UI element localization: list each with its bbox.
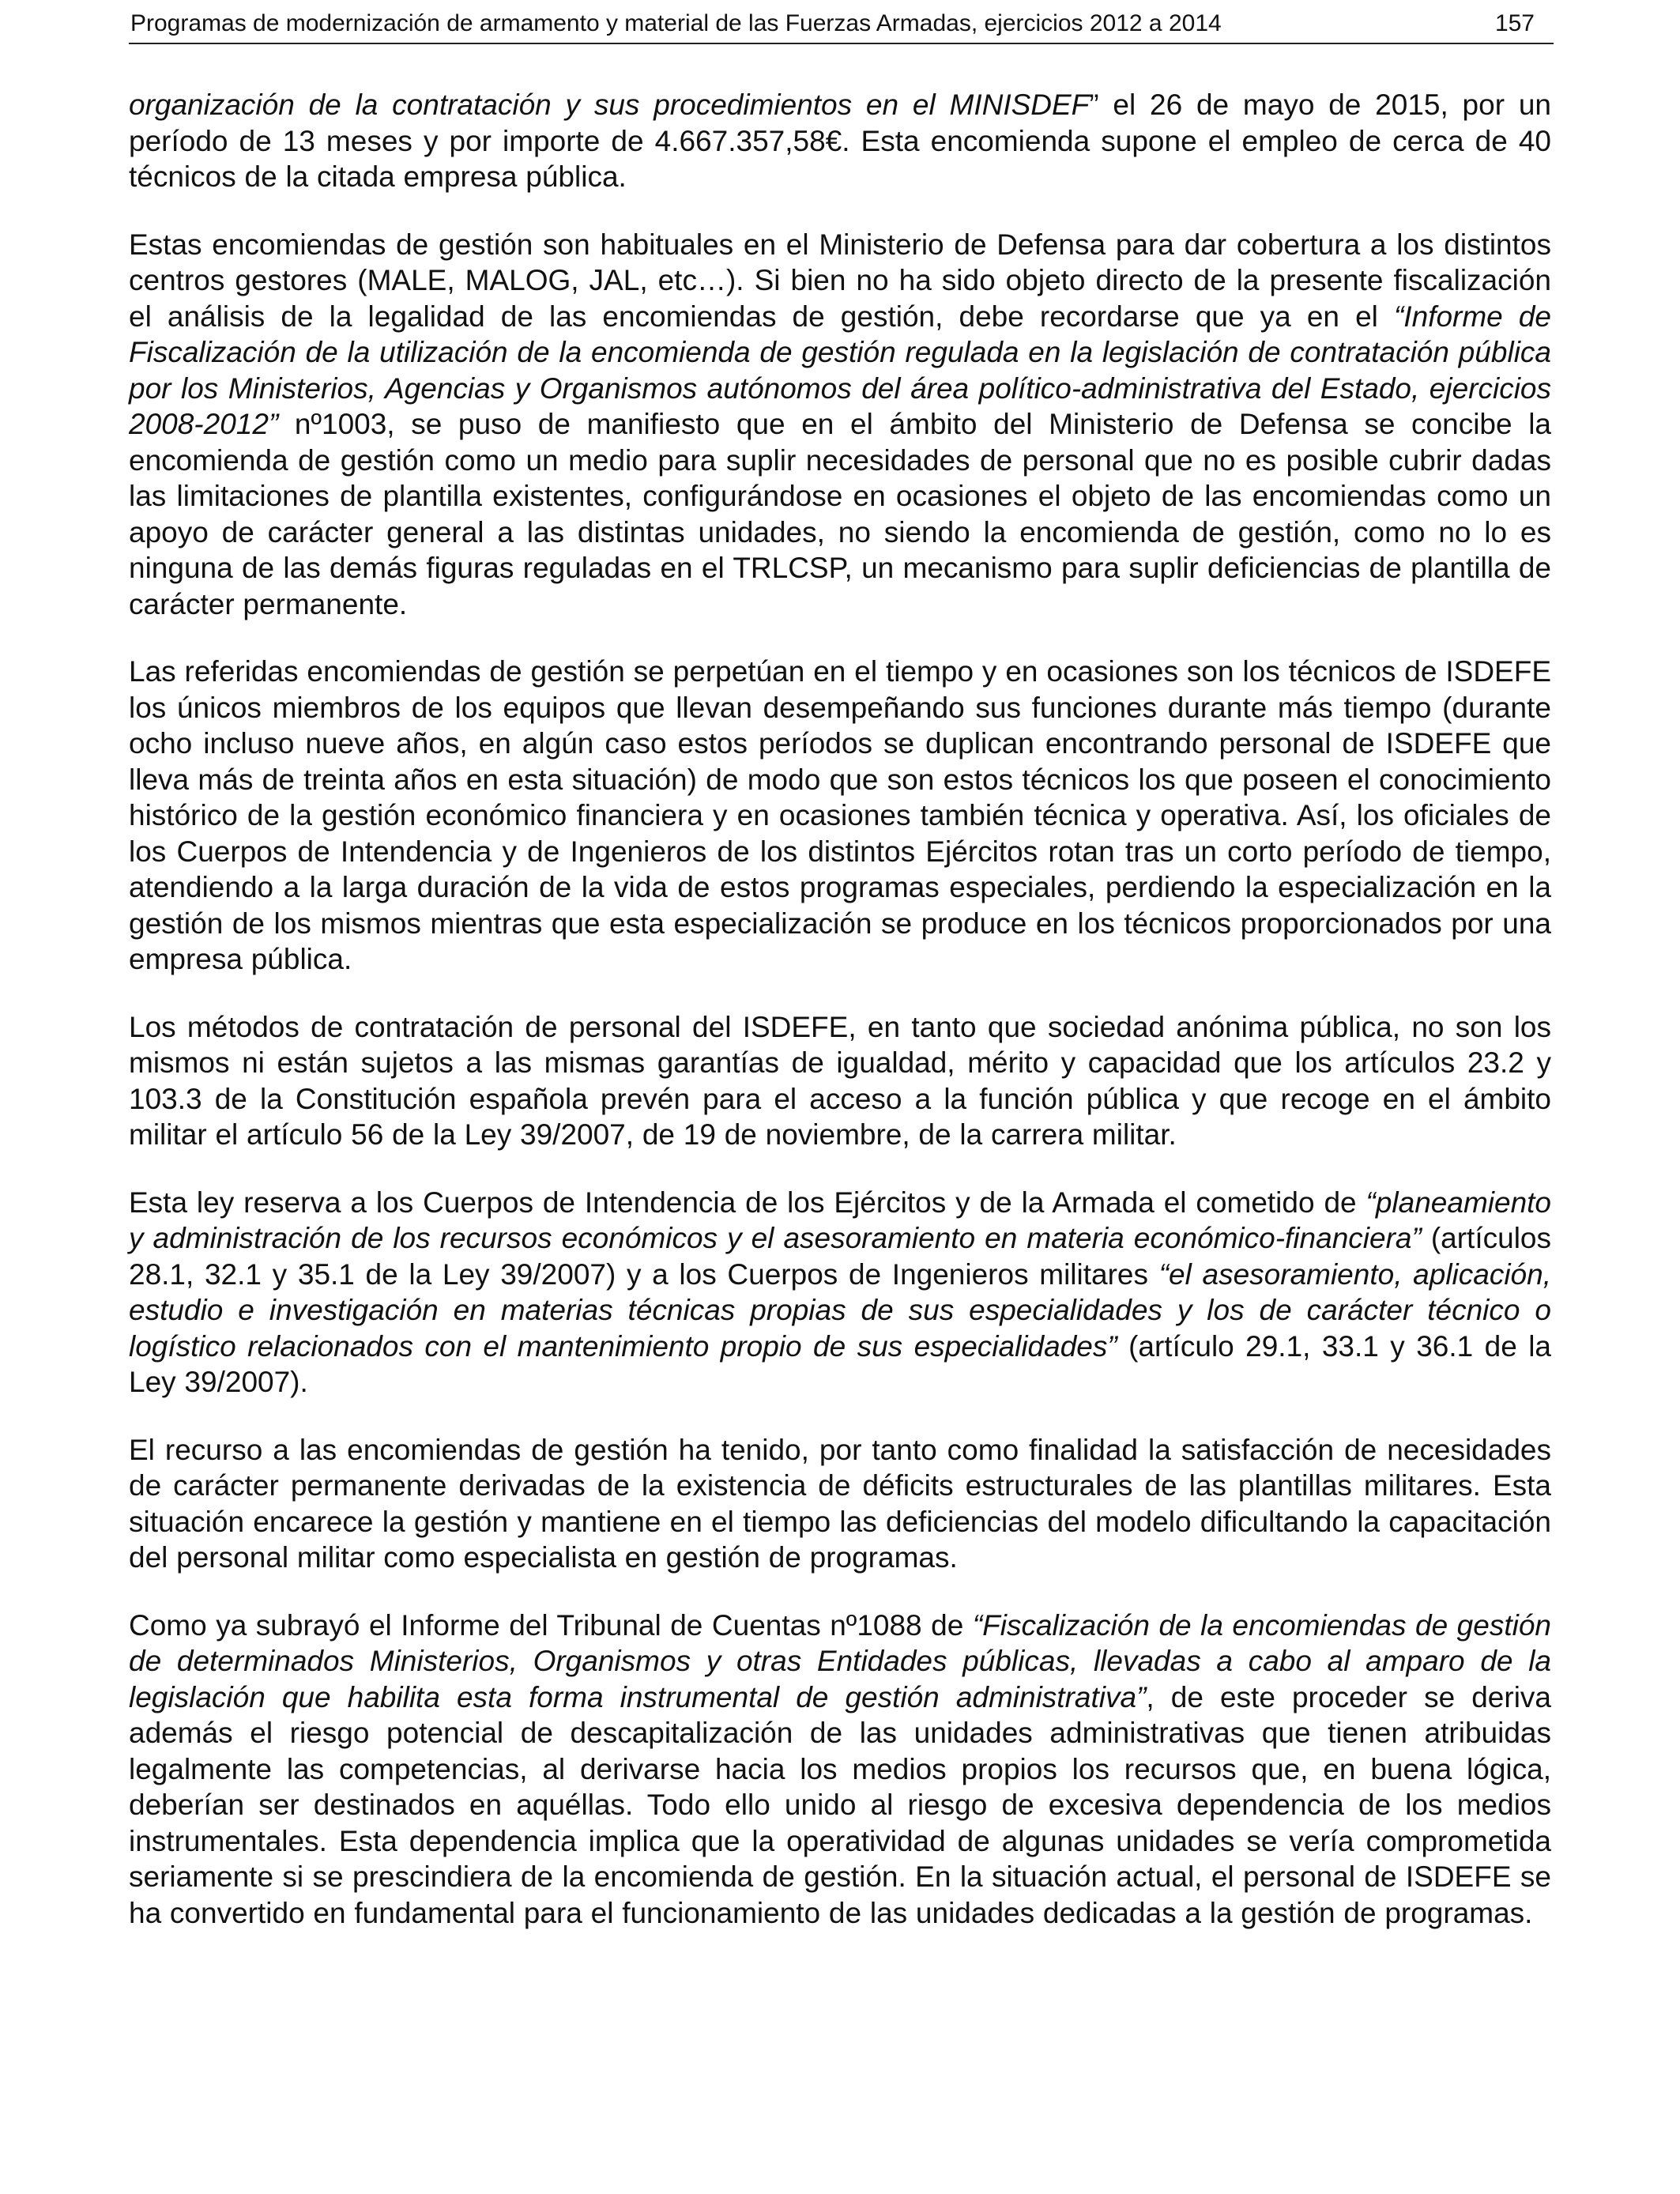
paragraph-text: , de este proceder se deriva además el riesgo potencial de descapitalización de las unidades administrativas que tienen atribuidas legalmente las competencias, al derivarse hacia los medios propios los recursos que, en buena lógica, deberían ser destinados en aquéllas. Todo ello unido al riesgo de excesiva dependencia de los medios instrumentales. Esta dependencia implica que la operatividad de algunas unidades se vería comprometida seriamente si se prescindiera de la encomienda de gestión. En la situación actual, el personal de ISDEFE se ha convertido en fundamental para el funcionamiento de las unidades dedicadas a la gestión de programas.: [129, 1680, 1551, 1929]
paragraph-text: (artículo 29.1, 33.1 y 36.1 de la Ley 39/2007).: [129, 1329, 1551, 1398]
italic-quote: “el asesoramiento, aplicación, estudio e investigación en materias técnicas propias de sus especialidades y los de carácter técnico o logístico relacionados con el mantenimiento propio de sus especialidades”: [129, 1257, 1551, 1363]
italic-quote: “planeamiento y administración de los recursos económicos y el asesoramiento en materia económico-financiera”: [129, 1186, 1551, 1254]
paragraph-1: [129, 87, 1551, 195]
page-header: [129, 3, 1554, 44]
paragraph-text: ” el 26 de mayo de 2015, por un período de 13 meses y por importe de 4.667.357,58€. Esta encomienda supone el empleo de cerca de 40 técnicos de la citada empresa pública.: [129, 89, 1551, 193]
paragraph-3: Las referidas encomiendas de gestión se perpetúan en el tiempo y en ocasiones son los técnicos de ISDEFE los únicos miembros de los equipos que llevan desempeñando sus funciones durante más tiempo (durante ocho incluso nueve años, en algún caso estos períodos se duplican encontrando personal de ISDEFE que lleva más de treinta años en esta situación) de modo que son estos técnicos los que poseen el conocimiento histórico de la gestión económico financiera y en ocasiones también técnica y operativa. Así, los oficiales de los Cuerpos de Intendencia y de Ingenieros de los distintos Ejércitos rotan tras un corto período de tiempo, atendiendo a la larga duración de la vida de estos programas especiales, perdiendo la especialización en la gestión de los mismos mientras que esta especialización se produce en los técnicos proporcionados por una empresa pública.: [129, 655, 1551, 975]
paragraph-text: nº1003, se puso de manifiesto que en el ámbito del Ministerio de Defensa se concibe la encomienda de gestión como un medio para suplir necesidades de personal que no es posible cubrir dadas las limitaciones de plantilla existentes, configurándose en ocasiones el objeto de las encomiendas como un apoyo de carácter general a las distintas unidades, no siendo la encomienda de gestión, como no lo es ninguna de las demás figuras reguladas en el TRLCSP, un mecanismo para suplir deficiencias de plantilla de carácter permanente.: [129, 408, 1551, 620]
header-title: Programas de modernización de armamento y material de las Fuerzas Armadas, ejercicios 2012 a 2014: [130, 10, 1222, 36]
italic-quote: “Fiscalización de la encomiendas de gestión de determinados Ministerios, Organismos y otras Entidades públicas, llevadas a cabo al amparo de la legislación que habilita esta forma instrumental de gestión administrativa”: [129, 1608, 1551, 1713]
paragraph-text: (artículos 28.1, 32.1 y 35.1 de la Ley 39/2007) y a los Cuerpos de Ingenieros militares: [129, 1222, 1551, 1291]
document-body: [129, 87, 1551, 1931]
italic-quote: “Informe de Fiscalización de la utilización de la encomienda de gestión regulada en la legislación de contratación pública por los Ministerios, Agencias y Organismos autónomos del área político-administrativa del Estado, ejercicios 2008-2012”: [129, 300, 1551, 440]
paragraph-2: [129, 227, 1551, 623]
paragraph-5: [129, 1185, 1551, 1400]
paragraph-text: Esta ley reserva a los Cuerpos de Intendencia de los Ejércitos y de la Armada el cometido de: [129, 1186, 1366, 1219]
paragraph-4: Los métodos de contratación de personal del ISDEFE, en tanto que sociedad anónima pública, no son los mismos ni están sujetos a las mismas garantías de igualdad, mérito y capacidad que los artículos 23.2 y 103.3 de la Constitución española prevén para el acceso a la función pública y que recoge en el ámbito militar el artículo 56 de la Ley 39/2007, de 19 de noviembre, de la carrera militar.: [129, 1010, 1551, 1151]
paragraph-text: Estas encomiendas de gestión son habituales en el Ministerio de Defensa para dar cobertura a los distintos centros gestores (MALE, MALOG, JAL, etc…). Si bien no ha sido objeto directo de la presente fiscalización el análisis de la legalidad de las encomiendas de gestión, debe recordarse que ya en el: [129, 228, 1551, 333]
paragraph-7: [129, 1608, 1551, 1932]
paragraph-6: El recurso a las encomiendas de gestión ha tenido, por tanto como finalidad la satisfacción de necesidades de carácter permanente derivadas de la existencia de déficits estructurales de las plantillas militares. Esta situación encarece la gestión y mantiene en el tiempo las deficiencias del modelo dificultando la capacitación del personal militar como especialista en gestión de programas.: [129, 1433, 1551, 1574]
paragraph-text: Como ya subrayó el Informe del Tribunal de Cuentas nº1088 de: [129, 1608, 973, 1642]
italic-quote: organización de la contratación y sus procedimientos en el MINISDEF: [129, 89, 1090, 121]
page-number: 157: [1494, 10, 1535, 36]
